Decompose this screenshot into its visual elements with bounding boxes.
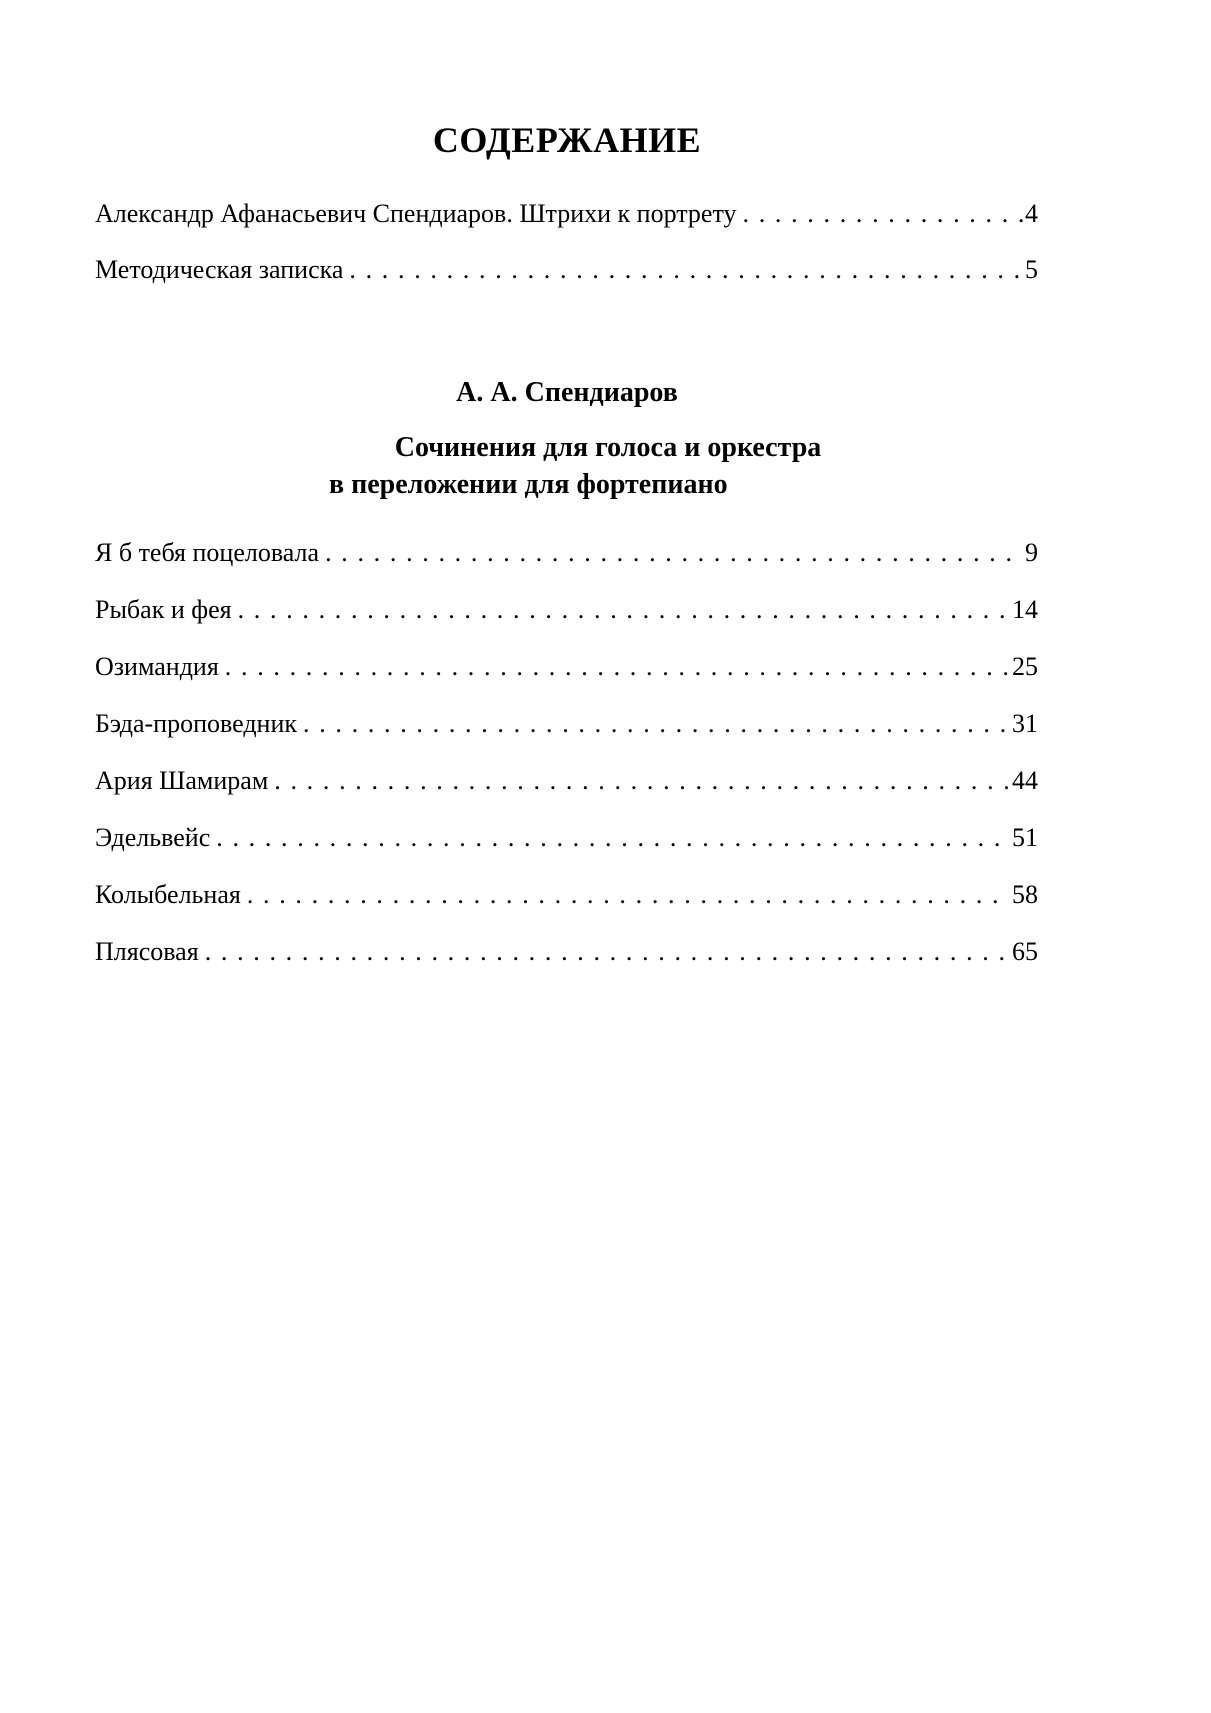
toc-entry-title: Плясовая bbox=[95, 937, 199, 966]
toc-entry-page: 31 bbox=[1012, 709, 1038, 738]
dot-leader bbox=[205, 935, 1010, 969]
toc-entry-title: Александр Афанасьевич Спендиаров. Штрихи к портрету bbox=[95, 199, 737, 228]
toc-entry[interactable] bbox=[95, 821, 1038, 855]
toc-entry[interactable] bbox=[95, 707, 1038, 741]
toc-entry-title: Бэда-проповедник bbox=[95, 709, 298, 738]
dot-leader bbox=[216, 821, 1010, 855]
dot-leader bbox=[274, 764, 1010, 798]
toc-entry-title: Рыбак и фея bbox=[95, 595, 232, 624]
composer-heading: А. А. Спендиаров bbox=[456, 377, 678, 408]
toc-entry-page: 4 bbox=[1025, 199, 1038, 228]
dot-leader bbox=[238, 593, 1010, 627]
toc-entry-title: Ария Шамирам bbox=[95, 766, 269, 795]
toc-entry-page: 5 bbox=[1025, 255, 1038, 284]
toc-entry[interactable] bbox=[95, 878, 1038, 912]
toc-entry-page: 14 bbox=[1012, 595, 1038, 624]
dot-leader bbox=[225, 650, 1010, 684]
dot-leader bbox=[743, 197, 1024, 231]
toc-entry[interactable] bbox=[95, 593, 1038, 627]
section-subtitle-line2: в переложении для фортепиано bbox=[329, 469, 728, 500]
toc-entry-page: 58 bbox=[1012, 880, 1038, 909]
dot-leader bbox=[247, 878, 1010, 912]
toc-entry[interactable] bbox=[95, 935, 1038, 969]
toc-entry-page: 65 bbox=[1012, 937, 1038, 966]
toc-entry[interactable] bbox=[95, 650, 1038, 684]
toc-entry-title: Колыбельная bbox=[95, 880, 241, 909]
toc-entry-page: 9 bbox=[1025, 538, 1038, 567]
toc-entry-page: 25 bbox=[1012, 652, 1038, 681]
dot-leader bbox=[303, 707, 1010, 741]
toc-entry-title: Я б тебя поцеловала bbox=[95, 538, 320, 567]
toc-entry[interactable] bbox=[95, 197, 1038, 231]
page-title: СОДЕРЖАНИЕ bbox=[432, 120, 702, 160]
toc-entry-page: 51 bbox=[1012, 823, 1038, 852]
toc-entry-page: 44 bbox=[1012, 766, 1038, 795]
toc-entry-title: Эдельвейс bbox=[95, 823, 211, 852]
toc-entry[interactable] bbox=[95, 536, 1038, 570]
toc-entry-title: Озимандия bbox=[95, 652, 219, 681]
section-subtitle-line1: Сочинения для голоса и оркестра bbox=[394, 432, 822, 463]
toc-entry[interactable] bbox=[95, 764, 1038, 798]
dot-leader bbox=[349, 253, 1023, 287]
toc-entry-title: Методическая записка bbox=[95, 255, 344, 284]
dot-leader bbox=[325, 536, 1023, 570]
toc-entry[interactable] bbox=[95, 253, 1038, 287]
